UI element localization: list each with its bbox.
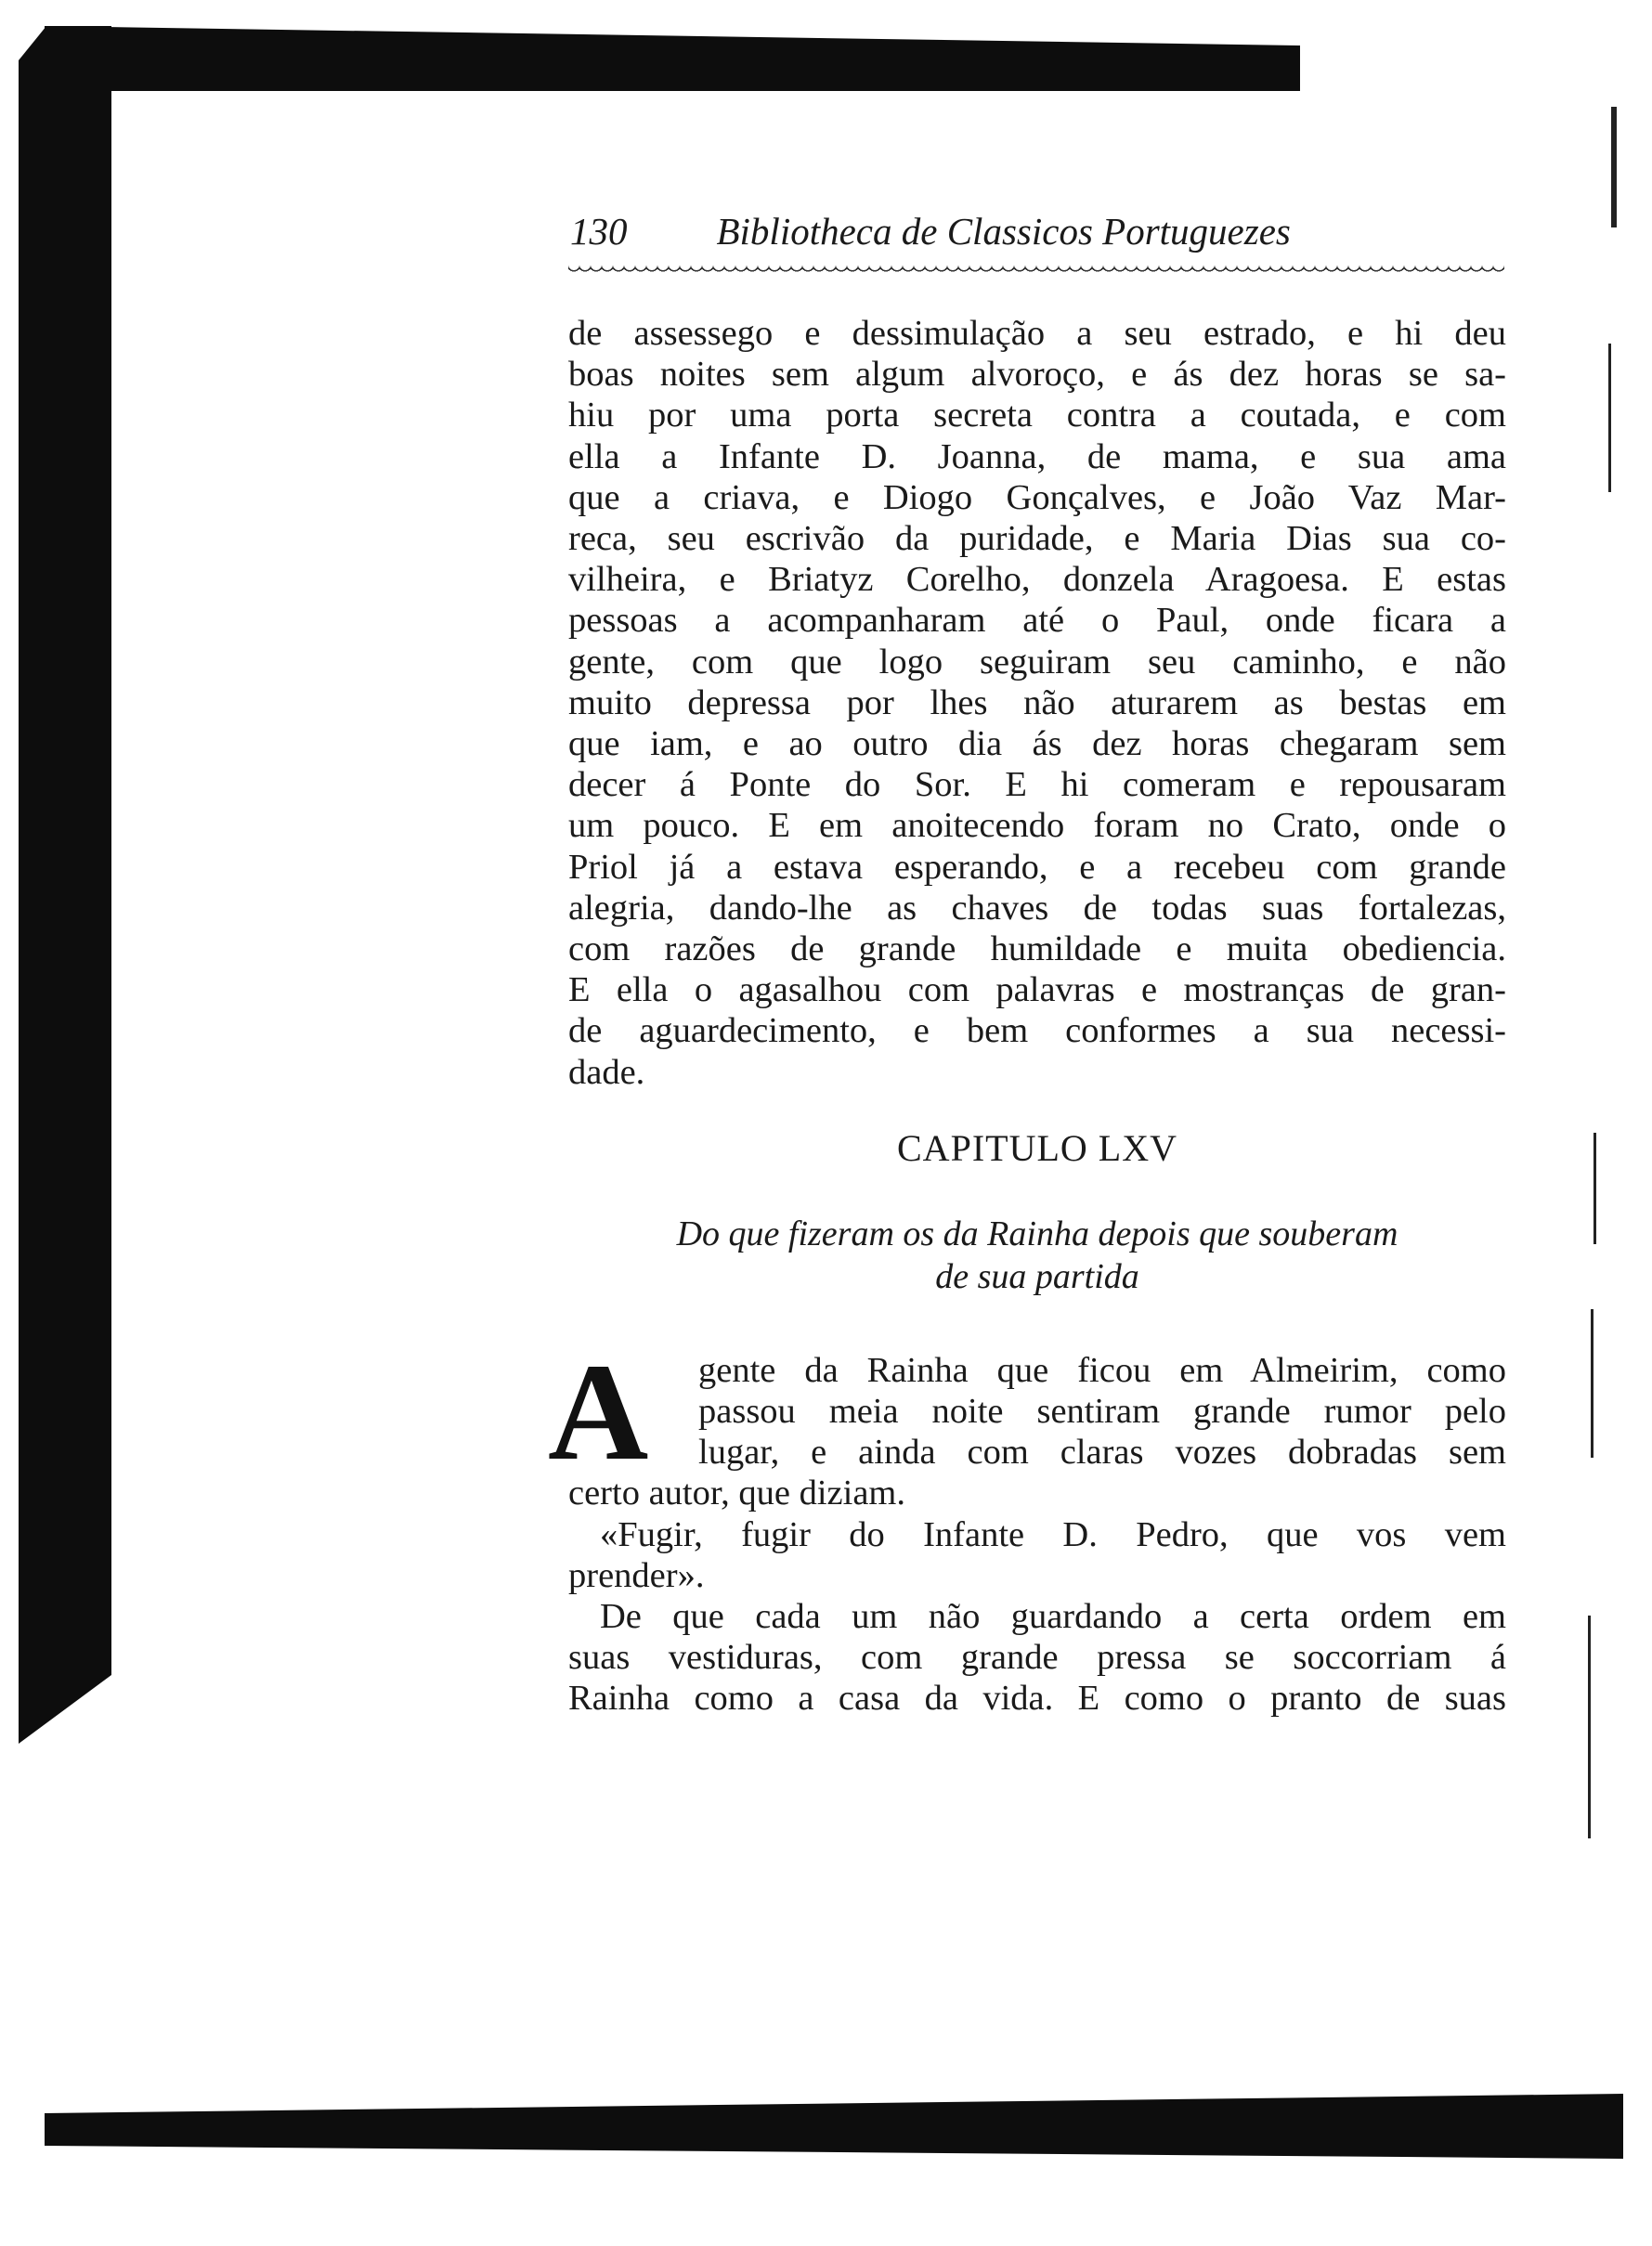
paragraph-4: [568, 1596, 1506, 1720]
scan-edge-bottom: [45, 2094, 1623, 2159]
text-line: De que cada um não guardando a certa ordem em: [600, 1597, 1506, 1637]
paragraph-1: [568, 313, 1506, 1093]
scan-edge-top: [45, 26, 1300, 91]
text-line: hiu por uma porta secreta contra a coutada, e com: [568, 396, 1506, 435]
text-line: com razões de grande humildade e muita obediencia.: [568, 929, 1506, 969]
text-line: gente da Rainha que ficou em Almeirim, como: [698, 1350, 1506, 1390]
text-line: Rainha como a casa da vida. E como o pranto de suas: [568, 1679, 1506, 1719]
text-line: Priol já a estava esperando, e a recebeu com grande: [568, 847, 1506, 887]
text-line: dade.: [568, 1052, 645, 1092]
scan-mark-right: [1608, 344, 1611, 492]
text-line: de aguardecimento, e bem conformes a sua necessi-: [568, 1011, 1506, 1051]
text-line: muito depressa por lhes não aturarem as bestas em: [568, 682, 1506, 722]
paragraph-2: [548, 1334, 1506, 1514]
text-line: que iam, e ao outro dia ás dez horas chegaram sem: [568, 724, 1506, 764]
drop-cap: A: [548, 1334, 649, 1489]
text-line: passou meia noite sentiram grande rumor pelo: [698, 1392, 1506, 1432]
text-line: decer á Ponte do Sor. E hi comeram e repousaram: [568, 765, 1506, 805]
text-line: E ella o agasalhou com palavras e mostranças de gran-: [568, 970, 1506, 1010]
header-wavy-rule: [568, 263, 1504, 276]
chapter-title: CAPITULO LXV: [897, 1126, 1177, 1169]
scan-mark-right: [1588, 1616, 1591, 1838]
text-line: um pouco. E em anoitecendo foram no Crato, onde o: [568, 806, 1506, 846]
page-number: 130: [570, 210, 628, 253]
text-line: pessoas a acompanharam até o Paul, onde ficara a: [568, 601, 1506, 641]
text-line: que a criava, e Diogo Gonçalves, e João Vaz Mar-: [568, 477, 1506, 517]
text-line: certo autor, que diziam.: [568, 1474, 905, 1513]
text-line: suas vestiduras, com grande pressa se soccorriam á: [568, 1638, 1506, 1678]
text-line: lugar, e ainda com claras vozes dobradas sem: [698, 1433, 1506, 1473]
scan-mark-right: [1611, 107, 1617, 227]
scan-mark-right: [1593, 1133, 1596, 1244]
text-line: reca, seu escrivão da puridade, e Maria Dias sua co-: [568, 519, 1506, 559]
text-line: de assessego e dessimulação a seu estrado, e hi deu: [568, 314, 1506, 353]
scan-edge-left: [19, 26, 111, 1744]
scan-mark-right: [1591, 1309, 1593, 1458]
text-line: vilheira, e Briatyz Corelho, donzela Aragoesa. E estas: [568, 560, 1506, 600]
running-title: Bibliotheca de Classicos Portuguezes: [716, 210, 1291, 253]
chapter-subtitle: [568, 1213, 1506, 1298]
text-line: gente, com que logo seguiram seu caminho, e não: [568, 642, 1506, 682]
text-line: alegria, dando-lhe as chaves de todas suas fortalezas,: [568, 888, 1506, 928]
book-page: [548, 209, 1506, 1720]
text-line: boas noites sem algum alvoroço, e ás dez horas se sa-: [568, 355, 1506, 395]
text-line: ella a Infante D. Joanna, de mama, e sua ama: [568, 436, 1506, 476]
chapter-subtitle-line: Do que fizeram os da Rainha depois que souberam: [676, 1214, 1398, 1253]
paragraph-3: [568, 1514, 1506, 1596]
text-line: «Fugir, fugir do Infante D. Pedro, que vos vem: [600, 1514, 1506, 1554]
chapter-subtitle-line: de sua partida: [935, 1256, 1139, 1296]
running-header: [568, 209, 1506, 253]
text-line: prender».: [568, 1555, 705, 1595]
